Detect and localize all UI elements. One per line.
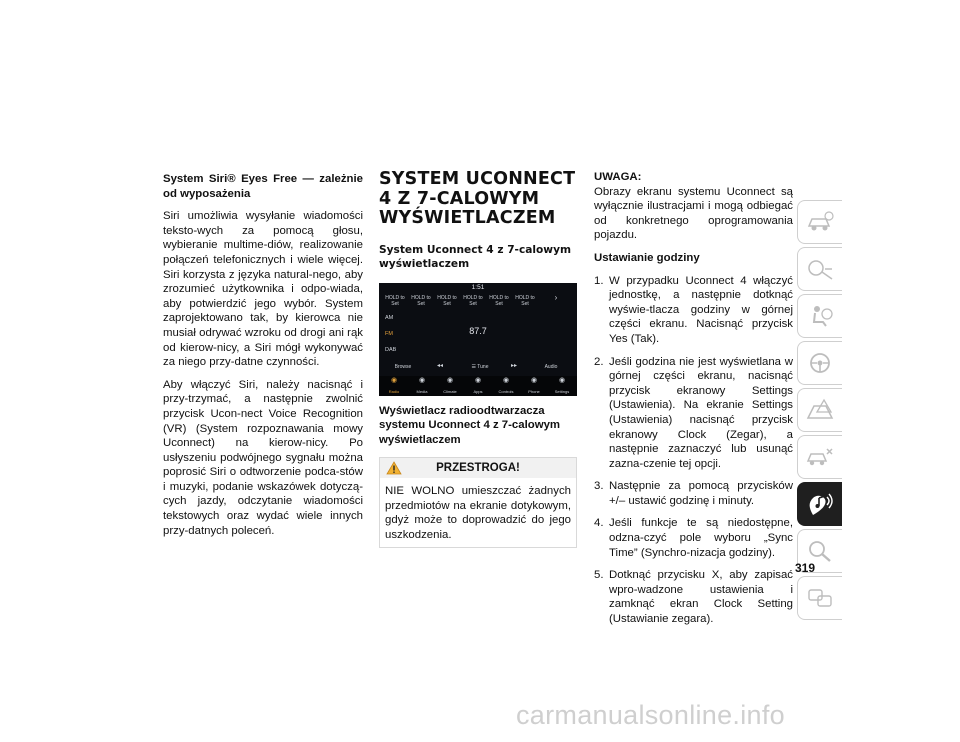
preset-6: HOLD to Set xyxy=(515,294,535,307)
controls-nav-icon: ◉ xyxy=(502,376,510,384)
list-item xyxy=(594,479,793,508)
caution-title: PRZESTROGA! xyxy=(436,462,520,475)
apps-nav-icon: ◉ xyxy=(474,376,482,384)
phone-nav-icon: ◉ xyxy=(530,376,538,384)
nav-climate: Climate xyxy=(443,388,457,394)
caution-header xyxy=(380,458,576,478)
language-index-icon xyxy=(805,586,835,610)
step-number: 2. xyxy=(594,355,604,368)
preset-3: HOLD to Set xyxy=(437,294,457,307)
tab-car-service[interactable] xyxy=(797,435,842,479)
clock-steps xyxy=(594,274,793,627)
step-number: 5. xyxy=(594,569,604,582)
caution-box xyxy=(379,457,577,547)
nav-phone: Phone xyxy=(528,388,540,394)
column-middle xyxy=(379,170,577,548)
list-item xyxy=(594,274,793,347)
tab-multimedia[interactable] xyxy=(797,482,842,526)
browse-button: Browse xyxy=(394,363,412,370)
radio-nav-icon: ◉ xyxy=(390,376,398,384)
seek-back-icon: ◂◂ xyxy=(436,362,444,369)
climate-nav-icon: ◉ xyxy=(446,376,454,384)
watermark: carmanualsonline.info xyxy=(516,700,785,730)
column-right xyxy=(594,170,793,635)
uconnect-screen-figure xyxy=(379,283,577,396)
screen-time: 1:51 xyxy=(471,283,485,291)
preset-5: HOLD to Set xyxy=(489,294,509,307)
section-subtitle: System Uconnect 4 z 7-calowym wyświetlaczem xyxy=(379,243,572,270)
page-number: 319 xyxy=(795,561,816,575)
audio-button: Audio xyxy=(544,363,558,370)
steering-wheel-icon xyxy=(805,351,835,375)
media-nav-icon: ◉ xyxy=(418,376,426,384)
tune-label: Tune xyxy=(477,363,489,370)
preset-next-icon: › xyxy=(554,292,558,302)
tab-dashboard-lights[interactable] xyxy=(797,247,842,291)
preset-1: HOLD to Set xyxy=(385,294,405,307)
nav-radio: Radio xyxy=(388,388,400,394)
clock-heading: Ustawianie godziny xyxy=(594,251,700,264)
caution-text: NIE WOLNO umieszczać żadnych przedmiotów na ekranie dotykowym, gdyż może to doprowadzić do jego uszkodzenia. xyxy=(385,485,571,542)
list-item xyxy=(594,355,793,472)
warning-triangle-icon xyxy=(386,461,402,480)
seek-forward-icon: ▸▸ xyxy=(510,362,518,369)
siri-heading: System Siri® Eyes Free — zależnie od wyposażenia xyxy=(163,173,363,200)
preset-4: HOLD to Set xyxy=(463,294,483,307)
step-text: Dotknąć przycisku X, aby zapisać wpro-wadzone ustawienia i zamknąć ekran Clock Setting (Ustawianie zegara). xyxy=(609,569,793,626)
airbag-seat-icon xyxy=(805,304,835,328)
nav-controls: Controls xyxy=(498,388,514,394)
column-left xyxy=(163,172,363,546)
tab-steering-wheel[interactable] xyxy=(797,341,842,385)
multimedia-icon xyxy=(805,491,835,517)
tune-button: ☰ Tune xyxy=(471,363,489,370)
tab-hazard-road[interactable] xyxy=(797,388,842,432)
nav-media: Media xyxy=(416,388,428,394)
dashboard-lights-icon xyxy=(805,257,835,281)
siri-paragraph-2: Aby włączyć Siri, należy nacisnąć i przy-trzymać, a następnie zwolnić przycisk Ucon-nect Voice Recognition (VR) (System rozpoznawania mowy Uconnect) na kierow-nicy. Po usłyszeniu podwójnego sygnału można poprosić Siri o odtworzenie podca-stów i muzyki, podanie wskazówek dotyczą-cych jazdy, odczytanie wiadomości tekstowych oraz wydać wiele innych przy-datnych poleceń. xyxy=(163,378,363,537)
chapter-tabs xyxy=(797,200,843,623)
step-text: Jeśli godzina nie jest wyświetlana w górnej części ekranu, nacisnąć przycisk ekranowy Settings (Ustawienia). Na ekranie Settings (Ustawienia) nacisnąć przycisk ekranowy Clock (Zegar), a następnie zaznaczyć lub usunąć zazna-czenie tej opcji. xyxy=(609,355,793,470)
section-title: SYSTEM UCONNECT 4 Z 7-CALOWYM WYŚWIETLACZEM xyxy=(379,169,576,228)
nav-settings: Settings xyxy=(554,388,570,394)
car-service-icon xyxy=(805,445,835,469)
list-item xyxy=(594,516,793,560)
list-item xyxy=(594,568,793,626)
note-label: UWAGA: xyxy=(594,171,642,183)
step-text: W przypadku Uconnect 4 włączyć jednostkę, a następnie dotknąć wyświe-tlacza godziny w górnej części ekranu. Nacisnąć przycisk Yes (Tak). xyxy=(609,274,793,345)
note-text: Obrazy ekranu systemu Uconnect są wyłącznie ilustracjami i mogą odbiegać od konkretnego oprogramowania pojazdu. xyxy=(594,185,793,242)
frequency-display: 87.7 xyxy=(469,325,487,336)
hazard-road-icon xyxy=(805,398,835,422)
tab-airbag-seat[interactable] xyxy=(797,294,842,338)
siri-paragraph-1: Siri umożliwia wysyłanie wiadomości teksto-wych za pomocą głosu, wybieranie multime-diów, realizowanie połączeń telefonicznych i wiele więcej. Siri korzysta z języka natural-nego, aby zrozumieć użytkownika i odpo-wiada, aby potwierdzić jego wybór. System zaprojektowano tak, by kierowca nie musiał odrywać wzroku od drogi ani rąk od kierow-nicy, a Siri mógł wykonywać za niego przy-datne czynności. xyxy=(163,210,363,369)
band-fm: FM xyxy=(385,330,393,337)
car-info-icon xyxy=(805,210,835,234)
step-number: 1. xyxy=(594,274,604,287)
step-number: 3. xyxy=(594,480,604,493)
step-number: 4. xyxy=(594,517,604,530)
band-dab: DAB xyxy=(385,346,397,353)
step-text: Jeśli funkcje te są niedostępne, odzna-czyć pole wyboru „Sync Time” (Synchro-nizacja godziny). xyxy=(609,517,793,559)
preset-2: HOLD to Set xyxy=(411,294,431,307)
step-text: Następnie za pomocą przycisków +/– ustawić godzinę i minuty. xyxy=(609,480,793,507)
figure-caption: Wyświetlacz radioodtwarzacza systemu Uconnect 4 z 7-calowym wyświetlaczem xyxy=(379,404,561,446)
tab-language[interactable] xyxy=(797,576,842,620)
tab-car-info[interactable] xyxy=(797,200,842,244)
nav-apps: Apps xyxy=(473,388,483,394)
magnifier-index-icon xyxy=(805,539,835,563)
settings-nav-icon: ◉ xyxy=(558,376,566,384)
band-am: AM xyxy=(385,314,394,321)
